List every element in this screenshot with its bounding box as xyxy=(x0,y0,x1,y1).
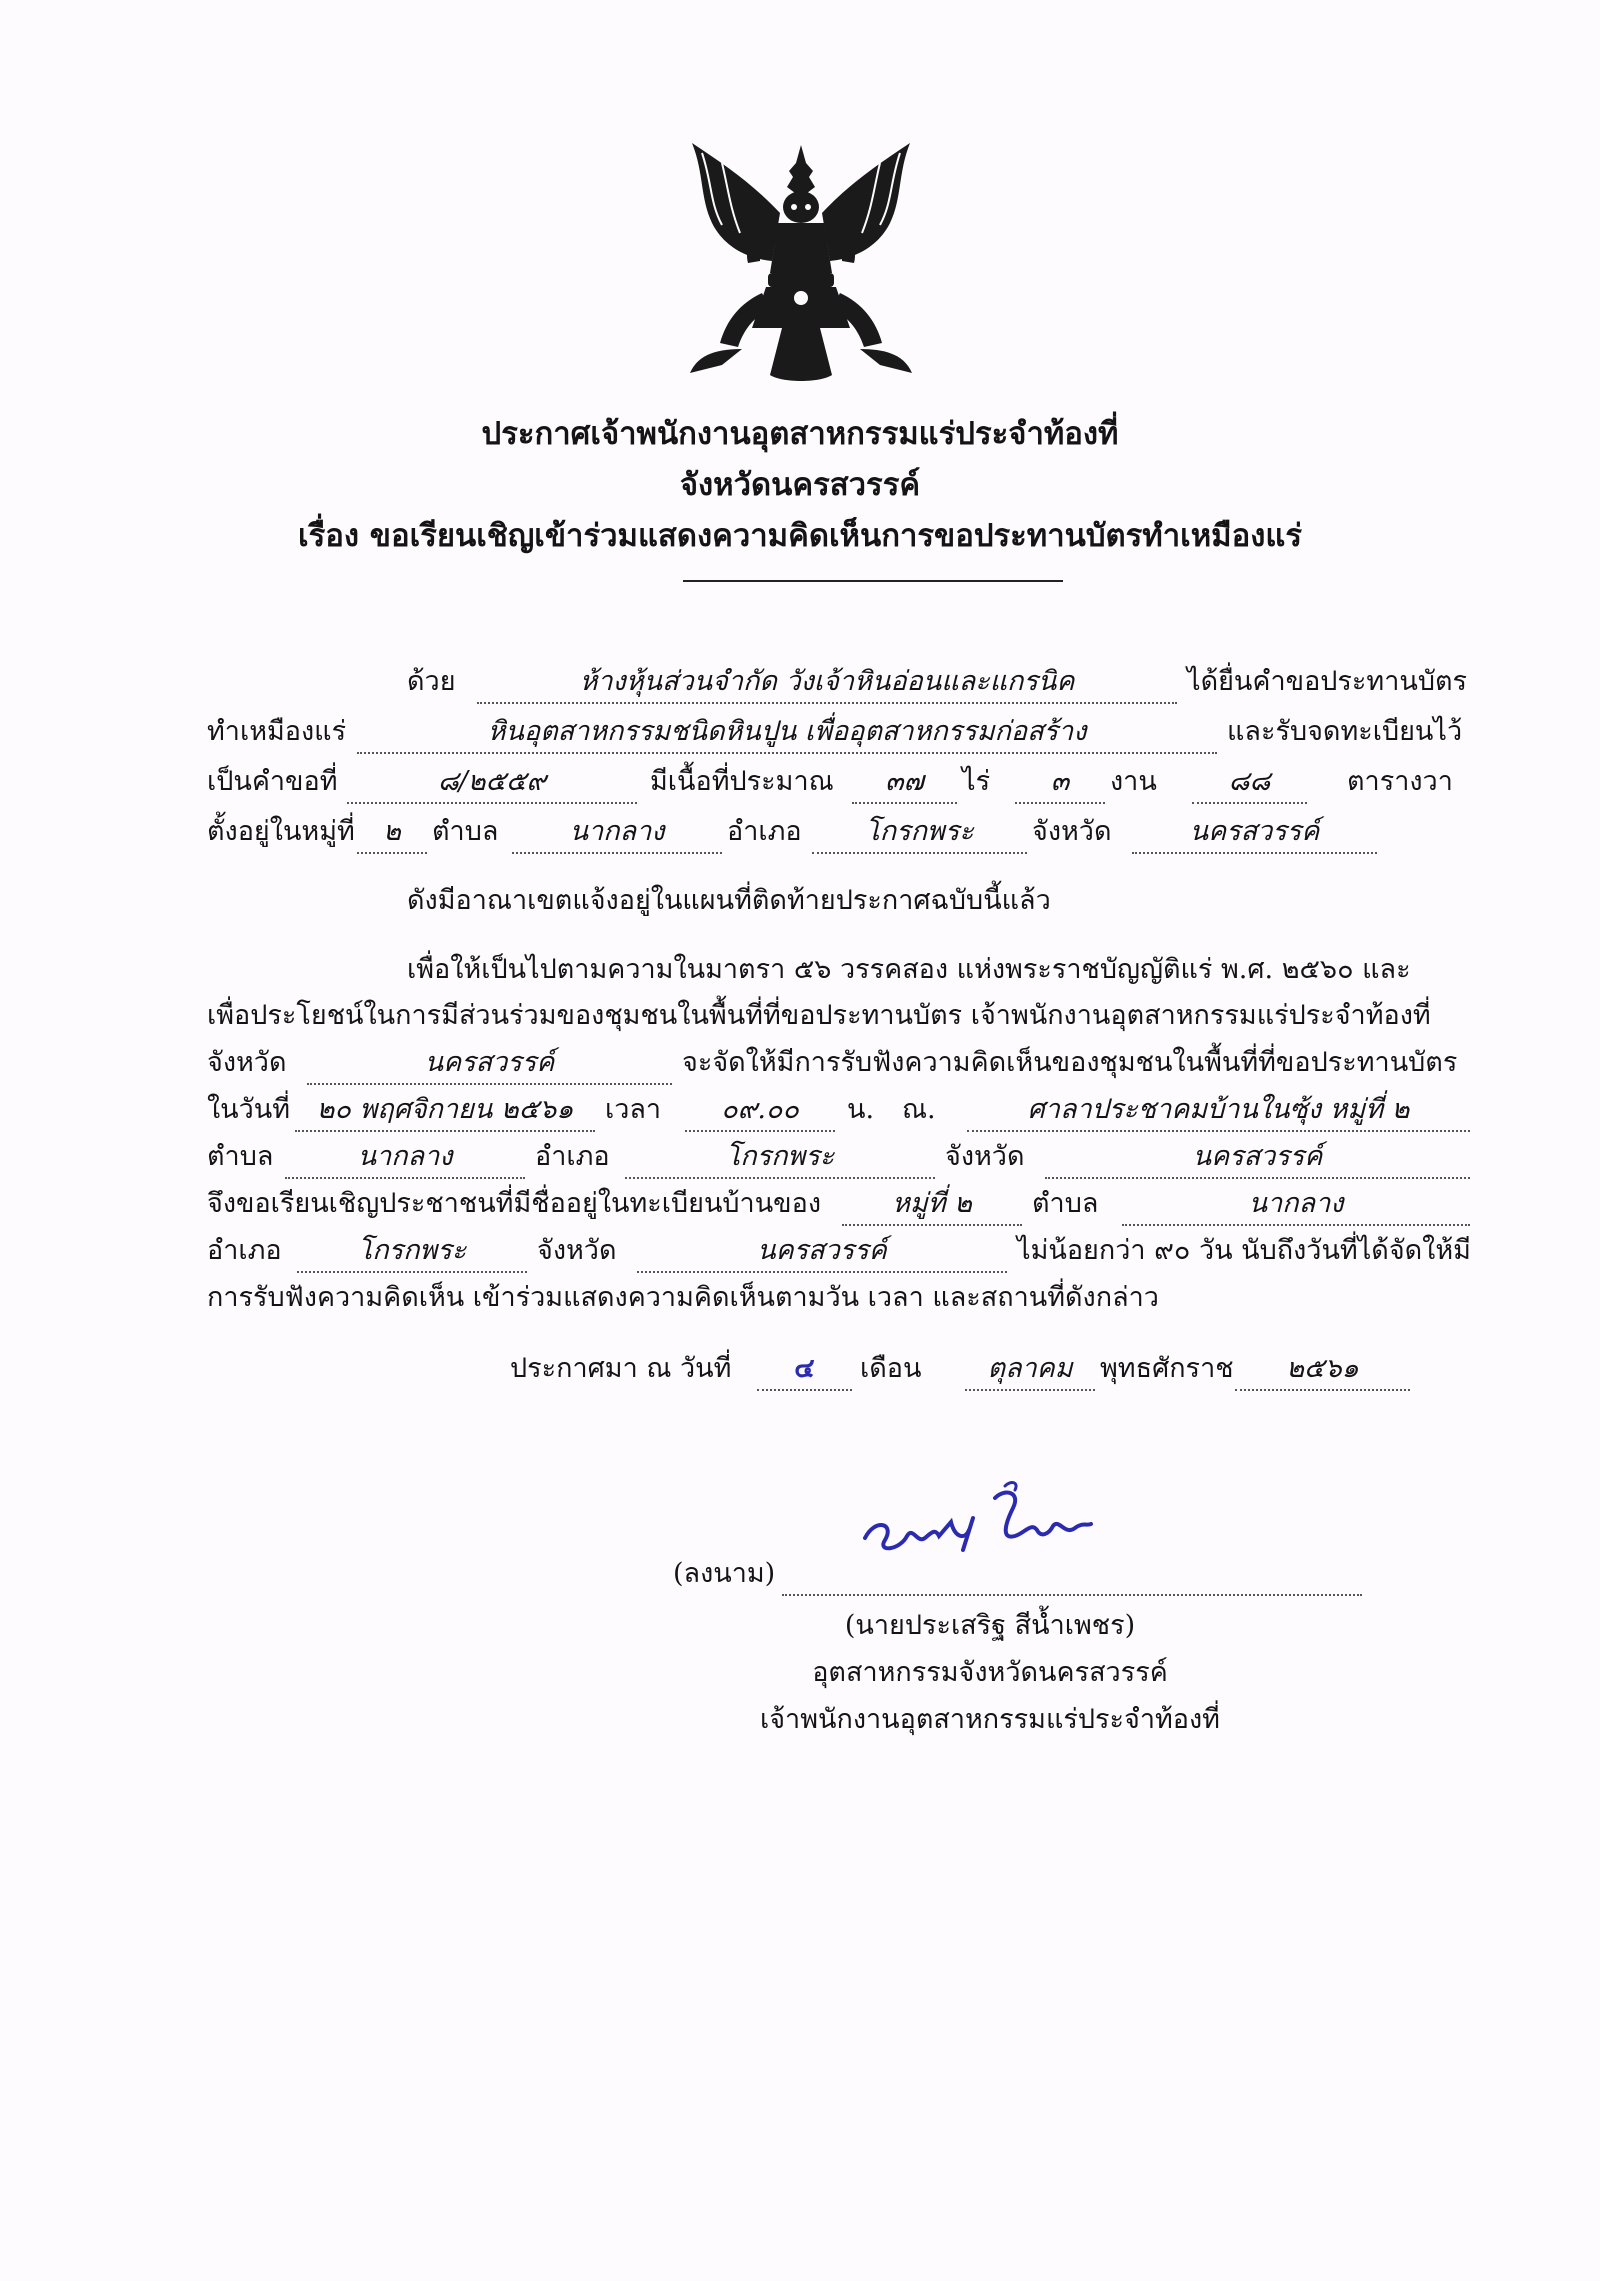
label-signed: (ลงนาม) xyxy=(673,1558,776,1589)
garuda-emblem-icon xyxy=(682,143,920,391)
label-province-p3-2: จังหวัด xyxy=(945,1141,1025,1172)
area-ngan-field: ๓ xyxy=(1015,762,1105,804)
p1-line-1 xyxy=(207,662,1470,702)
day-field: ๔ xyxy=(757,1349,852,1391)
label-by: ด้วย xyxy=(407,666,456,697)
signer-position-2: เจ้าพนักงานอุตสาหกรรมแร่ประจำท้องที่ xyxy=(760,1704,1220,1735)
p1-line-2 xyxy=(207,712,1470,752)
label-moo: ตั้งอยู่ในหมู่ที่ xyxy=(207,816,355,847)
title-underline xyxy=(683,580,1063,582)
p3-line-6 xyxy=(207,1184,1470,1224)
label-request-no: เป็นคำขอที่ xyxy=(207,766,338,797)
label-announced: ประกาศมา ณ วันที่ xyxy=(510,1353,732,1384)
title-line-2: จังหวัดนครสวรรค์ xyxy=(679,467,921,503)
month-field: ตุลาคม xyxy=(965,1349,1095,1391)
date-field: ๒๐ พฤศจิกายน ๒๕๖๑ xyxy=(295,1090,595,1132)
year-field: ๒๕๖๑ xyxy=(1235,1349,1410,1391)
label-amphoe-p3-2: อำเภอ xyxy=(207,1235,282,1266)
province-p3-2-field: นครสวรรค์ xyxy=(1045,1137,1470,1179)
province-field: นครสวรรค์ xyxy=(1132,812,1377,854)
title-line-1: ประกาศเจ้าพนักงานอุตสาหกรรมแร่ประจำท้องที่ xyxy=(481,416,1119,452)
label-tambon-p3: ตำบล xyxy=(207,1141,274,1172)
p3-line-5 xyxy=(207,1137,1470,1177)
signer-position-1: อุตสาหกรรมจังหวัดนครสวรรค์ xyxy=(812,1657,1168,1688)
amphoe-field: โกรกพระ xyxy=(812,812,1027,854)
p1-line-3 xyxy=(207,762,1470,802)
signature-field xyxy=(782,1554,1362,1596)
invite-tambon-field: นากลาง xyxy=(1122,1184,1470,1226)
label-amphoe: อำเภอ xyxy=(727,816,802,847)
mineral-field: หินอุตสาหกรรมชนิดหินปูน เพื่ออุตสาหกรรมก่อสร้าง xyxy=(357,712,1217,754)
label-province: จังหวัด xyxy=(1032,816,1112,847)
p3-line-3 xyxy=(207,1043,1470,1083)
invite-moo-field: หมู่ที่ ๒ xyxy=(842,1184,1022,1226)
label-amphoe-p3: อำเภอ xyxy=(535,1141,610,1172)
p2-line xyxy=(207,881,1470,921)
signature-line xyxy=(207,1554,1470,1594)
label-time: เวลา xyxy=(605,1094,662,1125)
label-mining: ทำเหมืองแร่ xyxy=(207,716,347,747)
applicant-field: ห้างหุ้นส่วนจำกัด วังเจ้าหินอ่อนและแกรนิค xyxy=(477,662,1177,704)
request-no-field: ๘/๒๕๕๙ xyxy=(347,762,637,804)
label-province-p3: จังหวัด xyxy=(207,1047,287,1078)
signer-name: (นายประเสริฐ สีน้ำเพชร) xyxy=(844,1610,1136,1641)
p3-line-1 xyxy=(207,950,1470,990)
area-rai-field: ๓๗ xyxy=(852,762,957,804)
label-tambon: ตำบล xyxy=(432,816,499,847)
title-line-3: เรื่อง ขอเรียนเชิญเข้าร่วมแสดงความคิดเห็นการขอประทานบัตรทำเหมืองแร่ xyxy=(298,518,1302,554)
p3-line-8 xyxy=(207,1278,1470,1318)
label-at: ณ. xyxy=(902,1094,936,1125)
time-field: ๐๙.๐๐ xyxy=(685,1090,835,1132)
p3-line-7 xyxy=(207,1231,1470,1271)
p3-text-1: เพื่อให้เป็นไปตามความในมาตรา ๕๖ วรรคสอง แห่งพระราชบัญญัติแร่ พ.ศ. ๒๕๖๐ และ xyxy=(407,954,1411,985)
p1-line-4 xyxy=(207,812,1470,852)
p3-text-last: การรับฟังความคิดเห็น เข้าร่วมแสดงความคิดเห็นตามวัน เวลา และสถานที่ดังกล่าว xyxy=(207,1282,1159,1313)
label-date: ในวันที่ xyxy=(207,1094,291,1125)
label-hour: น. xyxy=(847,1094,875,1125)
label-hearing: จะจัดให้มีการรับฟังความคิดเห็นของชุมชนในพื้นที่ที่ขอประทานบัตร xyxy=(682,1047,1458,1078)
moo-field: ๒ xyxy=(357,812,427,854)
label-year: พุทธศักราช xyxy=(1100,1353,1234,1384)
label-ngan: งาน xyxy=(1110,766,1157,797)
tambon-p3-field: นากลาง xyxy=(285,1137,525,1179)
label-invite: จึงขอเรียนเชิญประชาชนที่มีชื่ออยู่ในทะเบียนบ้านของ xyxy=(207,1188,822,1219)
label-submitted: ได้ยื่นคำขอประทานบัตร xyxy=(1187,666,1468,697)
label-rai: ไร่ xyxy=(962,766,991,797)
label-not-less: ไม่น้อยกว่า ๙๐ วัน นับถึงวันที่ได้จัดให้มี xyxy=(1017,1235,1471,1266)
tambon-field: นากลาง xyxy=(512,812,722,854)
label-province-p3-3: จังหวัด xyxy=(537,1235,617,1266)
label-tambon-p3-2: ตำบล xyxy=(1032,1188,1099,1219)
map-note: ดังมีอาณาเขตแจ้งอยู่ในแผนที่ติดท้ายประกาศฉบับนี้แล้ว xyxy=(407,885,1051,916)
label-month: เดือน xyxy=(860,1353,922,1384)
province-p3-field: นครสวรรค์ xyxy=(307,1043,672,1085)
p3-line-4 xyxy=(207,1090,1470,1130)
amphoe-p3-field: โกรกพระ xyxy=(625,1137,935,1179)
announcement-line xyxy=(207,1349,1470,1389)
invite-amphoe-field: โกรกพระ xyxy=(297,1231,527,1273)
p3-text-2: เพื่อประโยชน์ในการมีส่วนร่วมของชุมชนในพื้นที่ที่ขอประทานบัตร เจ้าพนักงานอุตสาหกรรมแร่ประจำท้องที่ xyxy=(207,1000,1431,1031)
area-wa-field: ๘๘ xyxy=(1192,762,1307,804)
label-registered: และรับจดทะเบียนไว้ xyxy=(1227,716,1463,747)
p3-line-2 xyxy=(207,996,1470,1036)
venue-field: ศาลาประชาคมบ้านในซุ้ง หมู่ที่ ๒ xyxy=(967,1090,1470,1132)
invite-province-field: นครสวรรค์ xyxy=(637,1231,1007,1273)
label-wa: ตารางวา xyxy=(1347,766,1453,797)
label-area: มีเนื้อที่ประมาณ xyxy=(650,766,834,797)
